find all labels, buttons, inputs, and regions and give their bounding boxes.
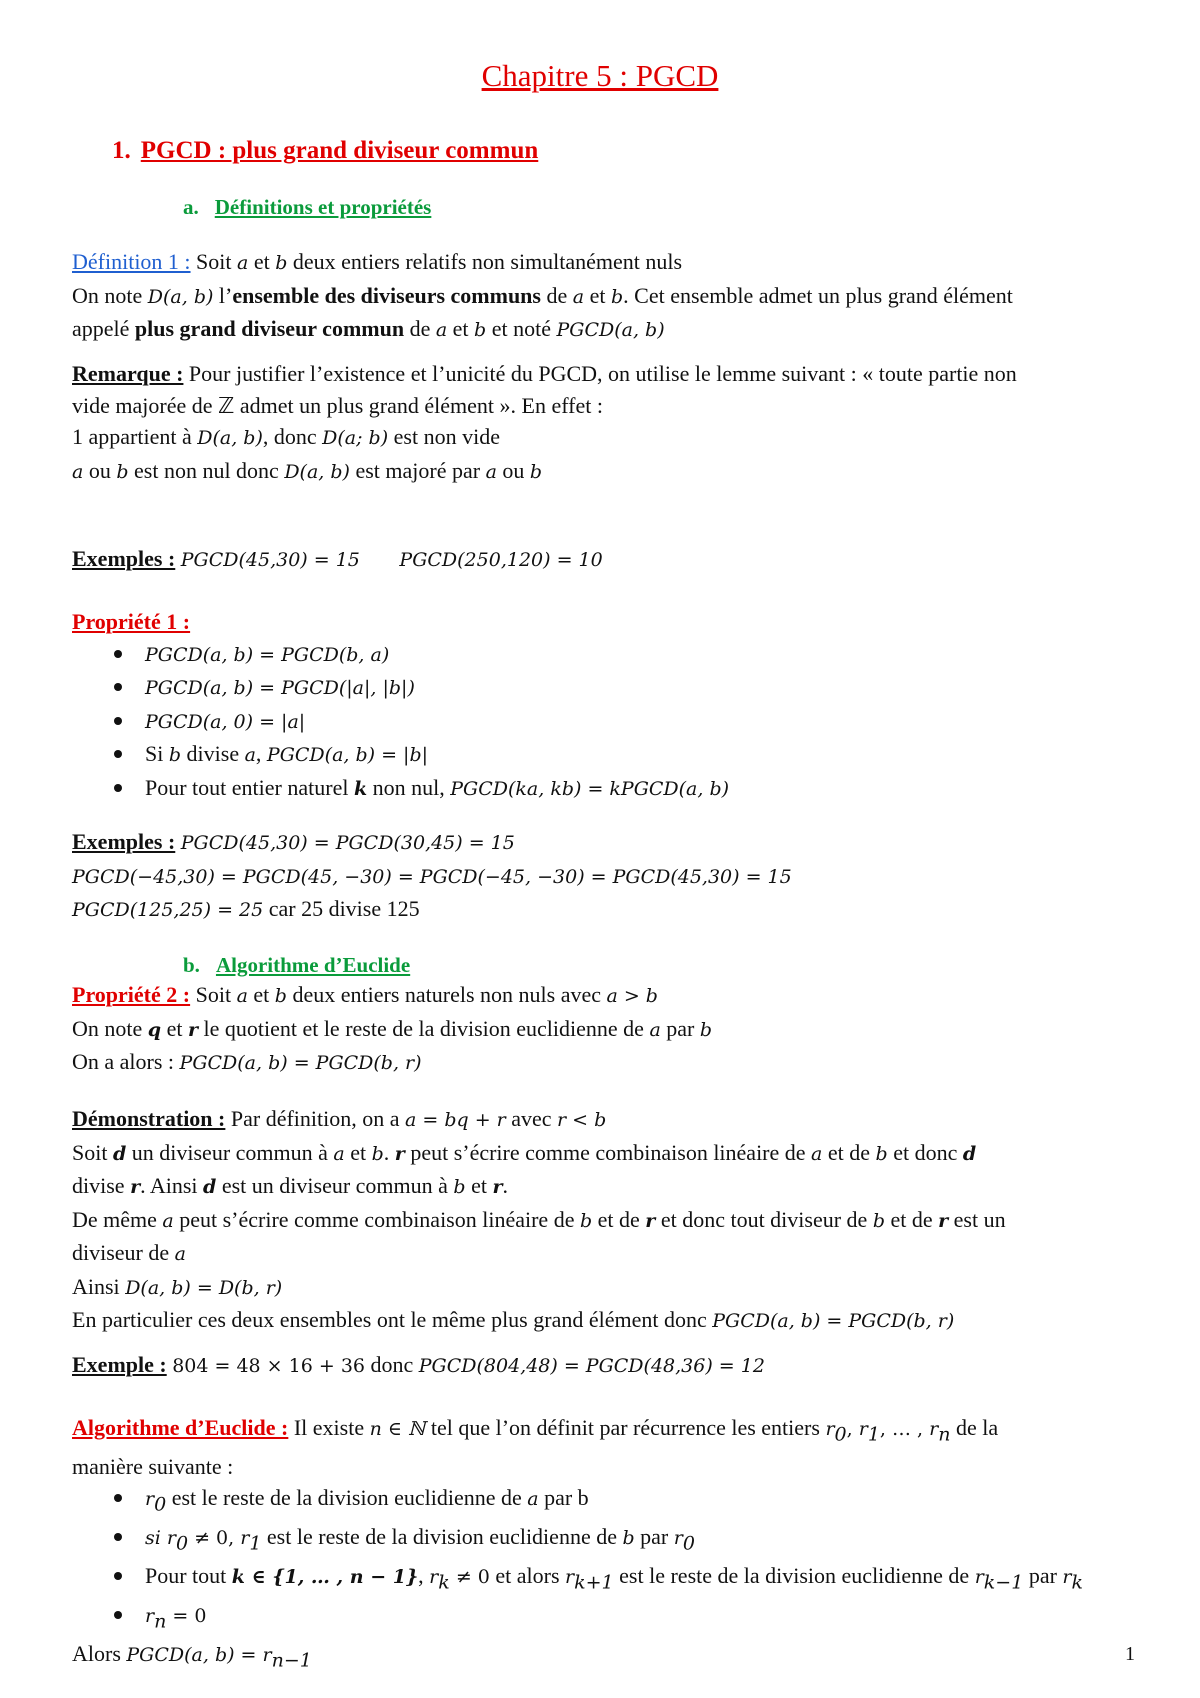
text: On a alors : — [72, 1049, 180, 1074]
text: appelé — [72, 316, 135, 341]
math: , … , — [879, 1418, 930, 1440]
remark-line — [72, 358, 1132, 390]
text: , donc — [262, 424, 323, 449]
property-list — [72, 638, 1132, 806]
math: r — [645, 1209, 656, 1232]
math: PGCD(ka, kb) = kPGCD(a, b) — [450, 777, 730, 800]
property-heading: Propriété 2 : — [72, 982, 191, 1007]
text: . Ainsi — [140, 1173, 204, 1198]
text: et — [248, 249, 276, 274]
math: b — [529, 460, 543, 483]
math: r — [145, 1488, 155, 1511]
demo-line — [72, 1204, 1132, 1238]
math: = 0 — [166, 1605, 207, 1628]
text: peut s’écrire comme combinaison linéaire de — [173, 1206, 580, 1232]
text: Pour justifier l’existence et l’unicité du PGCD, on utilise le lemme suivant : « toute partie non — [183, 361, 1017, 386]
math: PGCD(a, b) = |b| — [266, 744, 429, 766]
list-item — [72, 772, 1132, 806]
math: r — [145, 1605, 155, 1628]
text: Pour tout entier naturel — [145, 774, 354, 800]
list-item — [72, 1482, 1132, 1521]
math: a — [174, 1243, 186, 1265]
subscript: n−1 — [271, 1649, 312, 1672]
demo-line — [72, 1271, 1132, 1305]
text: . — [383, 1139, 395, 1165]
example-math: PGCD(250,120) = 10 — [399, 549, 603, 571]
chapter-title: Chapitre 5 : PGCD — [481, 58, 719, 93]
text: . Cet ensemble admet un plus grand élément — [623, 282, 1013, 308]
math: a — [244, 744, 256, 766]
definition-line — [72, 246, 1132, 280]
list-item — [72, 738, 1132, 772]
examples-heading: Exemples : — [72, 546, 176, 571]
text: Si — [145, 741, 169, 766]
text: deux entiers relatifs non simultanément nuls — [287, 249, 683, 274]
math: r — [130, 1176, 141, 1198]
text: 1 appartient à — [72, 424, 198, 449]
example-line — [72, 860, 1132, 894]
text: par — [1023, 1563, 1063, 1589]
text: et donc — [887, 1139, 963, 1165]
text: ou — [496, 457, 530, 483]
text: l’ — [213, 282, 233, 308]
math: r — [825, 1418, 835, 1440]
math: a — [572, 285, 585, 308]
math: PGCD(a, b) = PGCD(b, r) — [712, 1310, 955, 1332]
subscript: n — [154, 1610, 167, 1633]
math: r — [240, 1527, 250, 1550]
example-line — [72, 893, 1132, 927]
math: a — [236, 985, 248, 1007]
property-line — [72, 1046, 1132, 1080]
math: k — [353, 777, 368, 800]
text: divise — [181, 741, 245, 766]
text: tel que l’on définit par récurrence les entiers — [425, 1415, 826, 1440]
text: est non nul donc — [128, 457, 285, 483]
text: de — [404, 316, 436, 341]
example-3 — [72, 1349, 1132, 1383]
math: a — [333, 1142, 345, 1165]
text: par — [660, 1015, 700, 1041]
math: r — [929, 1418, 939, 1440]
text: Soit — [72, 1139, 113, 1165]
definition-line — [72, 280, 1132, 314]
text: est un diviseur commun à — [216, 1173, 454, 1198]
math: b — [579, 1209, 593, 1232]
subsection-label: Algorithme d’Euclide — [215, 953, 411, 977]
text: est le reste de la division euclidienne de — [261, 1524, 623, 1550]
text: . — [502, 1173, 508, 1198]
list-item — [72, 1599, 1132, 1638]
math: d — [962, 1142, 977, 1165]
property-line — [72, 979, 1132, 1013]
text: De même — [72, 1206, 163, 1232]
math: b — [274, 985, 287, 1007]
math: PGCD(a, b) = PGCD(|a|, |b|) — [145, 677, 415, 699]
algo-line: manière suivante : — [72, 1453, 234, 1479]
text: non nul, — [367, 774, 451, 800]
math: PGCD(a, b) = r — [126, 1643, 272, 1666]
math: PGCD(−45,30) = PGCD(45, −30) = PGCD(−45, −30) = PGCD(45,30) = 15 — [72, 865, 792, 888]
subscript: 1 — [867, 1423, 880, 1446]
math: b — [872, 1209, 885, 1232]
section-heading-1 — [112, 137, 538, 165]
math: r — [673, 1527, 683, 1550]
text: ou — [83, 457, 117, 483]
text: Soit — [190, 982, 237, 1007]
subscript: n — [938, 1423, 951, 1446]
text: et — [161, 1015, 188, 1041]
list-item — [72, 705, 1132, 739]
math: d — [203, 1176, 217, 1198]
text: En particulier ces deux ensembles ont le même plus grand élément donc — [72, 1307, 713, 1332]
math: r — [492, 1176, 503, 1198]
demo-heading: Démonstration : — [72, 1106, 226, 1131]
math: q — [147, 1018, 162, 1041]
text: et de — [822, 1139, 876, 1165]
example-heading: Exemple : — [72, 1352, 167, 1377]
subscript: k+1 — [574, 1571, 614, 1594]
section-label: PGCD : plus grand diviseur commun — [140, 137, 539, 164]
math: a — [435, 319, 448, 341]
section-number: 1. — [112, 137, 131, 164]
demonstration — [72, 1103, 1132, 1338]
math: r — [974, 1566, 984, 1589]
euclid-algorithm — [72, 1412, 1132, 1677]
math: r — [1062, 1566, 1072, 1589]
math: a — [72, 460, 84, 483]
property-line — [72, 1013, 1132, 1047]
example-math: PGCD(45,30) = 15 — [180, 549, 360, 571]
math: a — [649, 1018, 661, 1041]
text: On note — [72, 282, 148, 308]
text: et — [344, 1139, 372, 1165]
demo-line — [72, 1170, 1132, 1204]
math: D(a, b) — [147, 285, 214, 308]
remark-line: vide majorée de ℤ admet un plus grand élément ». En effet : — [72, 392, 603, 418]
definition-line — [72, 313, 1132, 347]
math: b — [875, 1142, 888, 1165]
demo-line — [72, 1137, 1132, 1171]
math: PGCD(a, 0) = |a| — [145, 710, 306, 733]
math: r — [429, 1566, 439, 1589]
examples-heading: Exemples : — [72, 829, 176, 854]
math: b — [168, 744, 182, 766]
subscript: k−1 — [983, 1571, 1024, 1594]
text: et alors — [489, 1563, 566, 1589]
text: un diviseur commun à — [126, 1139, 334, 1165]
math: r — [938, 1209, 949, 1232]
subscript: k — [438, 1571, 450, 1594]
text: par — [634, 1524, 674, 1550]
math: a — [237, 252, 249, 274]
text: Il existe — [288, 1415, 370, 1440]
text: peut s’écrire comme combinaison linéaire de — [404, 1139, 812, 1165]
text: est non vide — [388, 424, 500, 449]
math: PGCD(125,25) = 25 — [72, 899, 264, 921]
text: Soit — [190, 249, 238, 274]
examples-2 — [72, 826, 1132, 927]
math: d — [112, 1142, 127, 1165]
subsection-letter: a. — [183, 195, 199, 219]
subsection-label: Définitions et propriétés — [214, 195, 432, 219]
text: est le reste de la division euclidienne de — [613, 1563, 975, 1589]
example-line — [72, 826, 1132, 860]
algo-line — [72, 1638, 1132, 1677]
math: b — [275, 252, 288, 274]
math: b — [622, 1527, 635, 1550]
text: est un — [948, 1206, 1006, 1232]
subscript: k — [1071, 1571, 1084, 1594]
text: , — [255, 741, 267, 766]
math: b — [453, 1176, 466, 1198]
math: ≠ 0 — [449, 1566, 490, 1589]
subsection-heading-b — [183, 953, 410, 978]
property-1 — [72, 606, 1132, 805]
remark-line — [72, 421, 1132, 455]
math: n ∈ ℕ — [369, 1418, 426, 1440]
math: b — [474, 319, 487, 341]
math: r — [858, 1418, 868, 1440]
page-number: 1 — [1125, 1643, 1135, 1665]
examples-1 — [72, 543, 1132, 577]
math: si — [145, 1527, 167, 1550]
list-item — [72, 1560, 1132, 1599]
subscript: 0 — [175, 1532, 189, 1555]
text: le quotient et le reste de la division euclidienne de — [197, 1015, 650, 1041]
text: et donc tout diviseur de — [655, 1206, 873, 1232]
property-2 — [72, 979, 1132, 1080]
text: diviseur de — [72, 1240, 175, 1265]
math: a — [811, 1142, 823, 1165]
math: 804 = 48 × 16 + 36 — [172, 1355, 365, 1377]
list-item — [72, 1521, 1132, 1560]
text: et de — [885, 1206, 939, 1232]
text: car 25 divise 125 — [263, 896, 420, 921]
text: par b — [538, 1485, 589, 1511]
text: et — [247, 982, 275, 1007]
math: a — [527, 1488, 539, 1511]
math: a > b — [606, 985, 658, 1007]
math: PGCD(a, b) = PGCD(b, r) — [179, 1052, 422, 1074]
math: PGCD(804,48) = PGCD(48,36) = 12 — [418, 1355, 765, 1377]
text: et noté — [486, 316, 557, 341]
subscript: 0 — [154, 1493, 167, 1516]
math: r — [565, 1566, 575, 1589]
math: PGCD(45,30) = PGCD(30,45) = 15 — [180, 832, 515, 854]
text: de — [540, 282, 573, 308]
math: a — [485, 460, 497, 483]
demo-line — [72, 1103, 1132, 1137]
math: r < b — [557, 1109, 607, 1131]
list-item — [72, 671, 1132, 705]
math: D(a, b) — [284, 460, 350, 483]
text: divise — [72, 1173, 131, 1198]
subscript: 1 — [249, 1532, 262, 1555]
remark-heading: Remarque : — [72, 361, 184, 386]
bold-term: plus grand diviseur commun — [134, 316, 405, 341]
math: D(a, b) = D(b, r) — [125, 1276, 283, 1299]
remark — [72, 358, 1132, 488]
text: deux entiers naturels non nuls avec — [286, 982, 607, 1007]
math: PGCD(a, b) = PGCD(b, a) — [145, 643, 390, 666]
text: avec — [505, 1106, 558, 1131]
text: donc — [365, 1352, 419, 1377]
text: et — [447, 316, 475, 341]
definition-heading: Définition 1 : — [72, 249, 191, 274]
math: b — [699, 1018, 713, 1041]
text: Ainsi — [72, 1273, 126, 1299]
math: r — [187, 1018, 198, 1041]
math: b — [610, 285, 624, 308]
math: k ∈ {1, … , n − 1} — [231, 1566, 419, 1589]
text: de la — [950, 1415, 999, 1440]
bold-term: ensemble des diviseurs communs — [232, 282, 541, 308]
subscript: 0 — [834, 1423, 847, 1446]
text: est majoré par — [349, 457, 486, 483]
list-item — [72, 638, 1132, 672]
algo-heading: Algorithme d’Euclide : — [72, 1415, 289, 1440]
math: a — [162, 1209, 174, 1232]
text: Par définition, on a — [225, 1106, 406, 1131]
math: D(a; b) — [322, 427, 389, 449]
text: et — [584, 282, 611, 308]
definition-1 — [72, 246, 1132, 347]
math: b — [116, 460, 129, 483]
text: , — [418, 1563, 430, 1589]
math: b — [371, 1142, 384, 1165]
algo-line: Algorithme d’Euclide : Il existe n ∈ ℕ tel que l’on définit par récurrence les entiers $r_0$, $r_1$, … , $r_n$ de la — [72, 1415, 999, 1446]
property-heading: Propriété 1 : — [72, 609, 191, 634]
text: et — [465, 1173, 493, 1198]
math: ≠ 0, — [188, 1527, 241, 1550]
text: est le reste de la division euclidienne de — [166, 1485, 528, 1511]
text: Pour tout — [145, 1563, 232, 1589]
remark-line — [72, 455, 1132, 489]
math: r — [394, 1142, 405, 1165]
math: r — [166, 1527, 176, 1550]
subsection-heading-a — [183, 195, 431, 220]
text: Alors — [72, 1640, 127, 1666]
math: PGCD(a, b) — [556, 319, 665, 341]
text: et de — [592, 1206, 646, 1232]
math: D(a, b) — [197, 427, 263, 449]
demo-line — [72, 1304, 1132, 1338]
text: On note — [72, 1015, 148, 1041]
algo-list — [72, 1482, 1132, 1638]
subscript: 0 — [682, 1532, 695, 1555]
math: a = bq + r — [405, 1109, 506, 1131]
subsection-letter: b. — [183, 953, 200, 977]
demo-line — [72, 1237, 1132, 1271]
